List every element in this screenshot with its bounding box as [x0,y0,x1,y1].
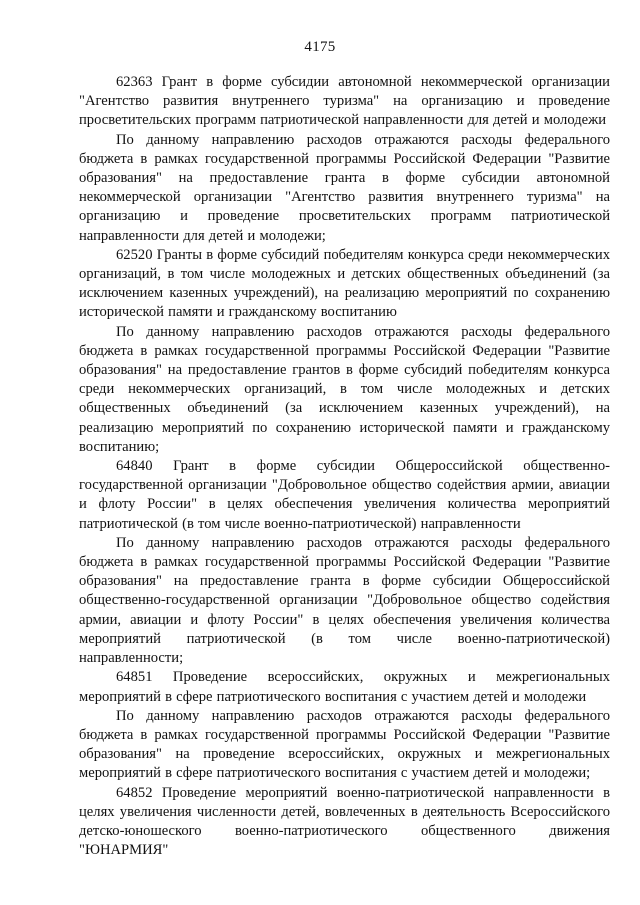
budget-code-64852-heading: 64852 Проведение мероприятий военно-патриотической направленности в целях увеличения численности детей, вовлеченных в деятельность Всероссийского детско-юношеского военно-патриотического общественного движения "ЮНАРМИЯ" [79,784,610,859]
budget-code-64840-description: По данному направлению расходов отражаются расходы федерального бюджета в рамках государственной программы Российской Федерации "Развитие образования" на предоставление гранта в форме субсидии Общероссийской общественно-государственной организации "Добровольное общество содействия армии, авиации и флоту России" в целях обеспечения увеличения количества мероприятий патриотической (в том числе военно-патриотической) направленности; [79,534,610,667]
budget-code-64851-description: По данному направлению расходов отражаются расходы федерального бюджета в рамках государственной программы Российской Федерации "Развитие образования" на проведение всероссийских, окружных и межрегиональных мероприятий в сфере патриотического воспитания с участием детей и молодежи; [79,707,610,782]
budget-code-64840-heading: 64840 Грант в форме субсидии Общероссийской общественно-государственной организации "Добровольное общество содействия армии, авиации и флоту России" в целях обеспечения увеличения количества мероприятий патриотической (в том числе военно-патриотической) направленности [79,458,610,532]
budget-code-64851-heading: 64851 Проведение всероссийских, окружных и межрегиональных мероприятий в сфере патриотического воспитания с участием детей и молодежи [79,669,610,705]
budget-code-62363-description: По данному направлению расходов отражаются расходы федерального бюджета в рамках государственной программы Российской Федерации "Развитие образования" на предоставление гранта в форме субсидии автономной некоммерческой организации "Агентство развития внутреннего туризма" на организацию и проведение просветительских программ патриотической направленности для детей и молодежи; [79,131,610,244]
budget-code-62520-description: По данному направлению расходов отражаются расходы федерального бюджета в рамках государственной программы Российской Федерации "Развитие образования" на предоставление грантов в форме субсидий победителям конкурса среди некоммерческих организаций, в том числе молодежных и детских общественных объединений (за исключением казенных учреждений), на реализацию мероприятий по сохранению исторической памяти и гражданскому воспитанию; [79,323,610,455]
budget-code-62520-heading: 62520 Гранты в форме субсидий победителям конкурса среди некоммерческих организаций, в том числе молодежных и детских общественных объединений (за исключением казенных учреждений), на реализацию мероприятий по сохранению исторической памяти и гражданскому воспитанию [79,246,610,321]
budget-code-62363-heading: 62363 Грант в форме субсидии автономной некоммерческой организации "Агентство развития внутреннего туризма" на организацию и проведение просветительских программ патриотической направленности для детей и молодежи [79,74,610,129]
document-body [79,73,610,860]
page-number: 4175 [304,39,336,55]
